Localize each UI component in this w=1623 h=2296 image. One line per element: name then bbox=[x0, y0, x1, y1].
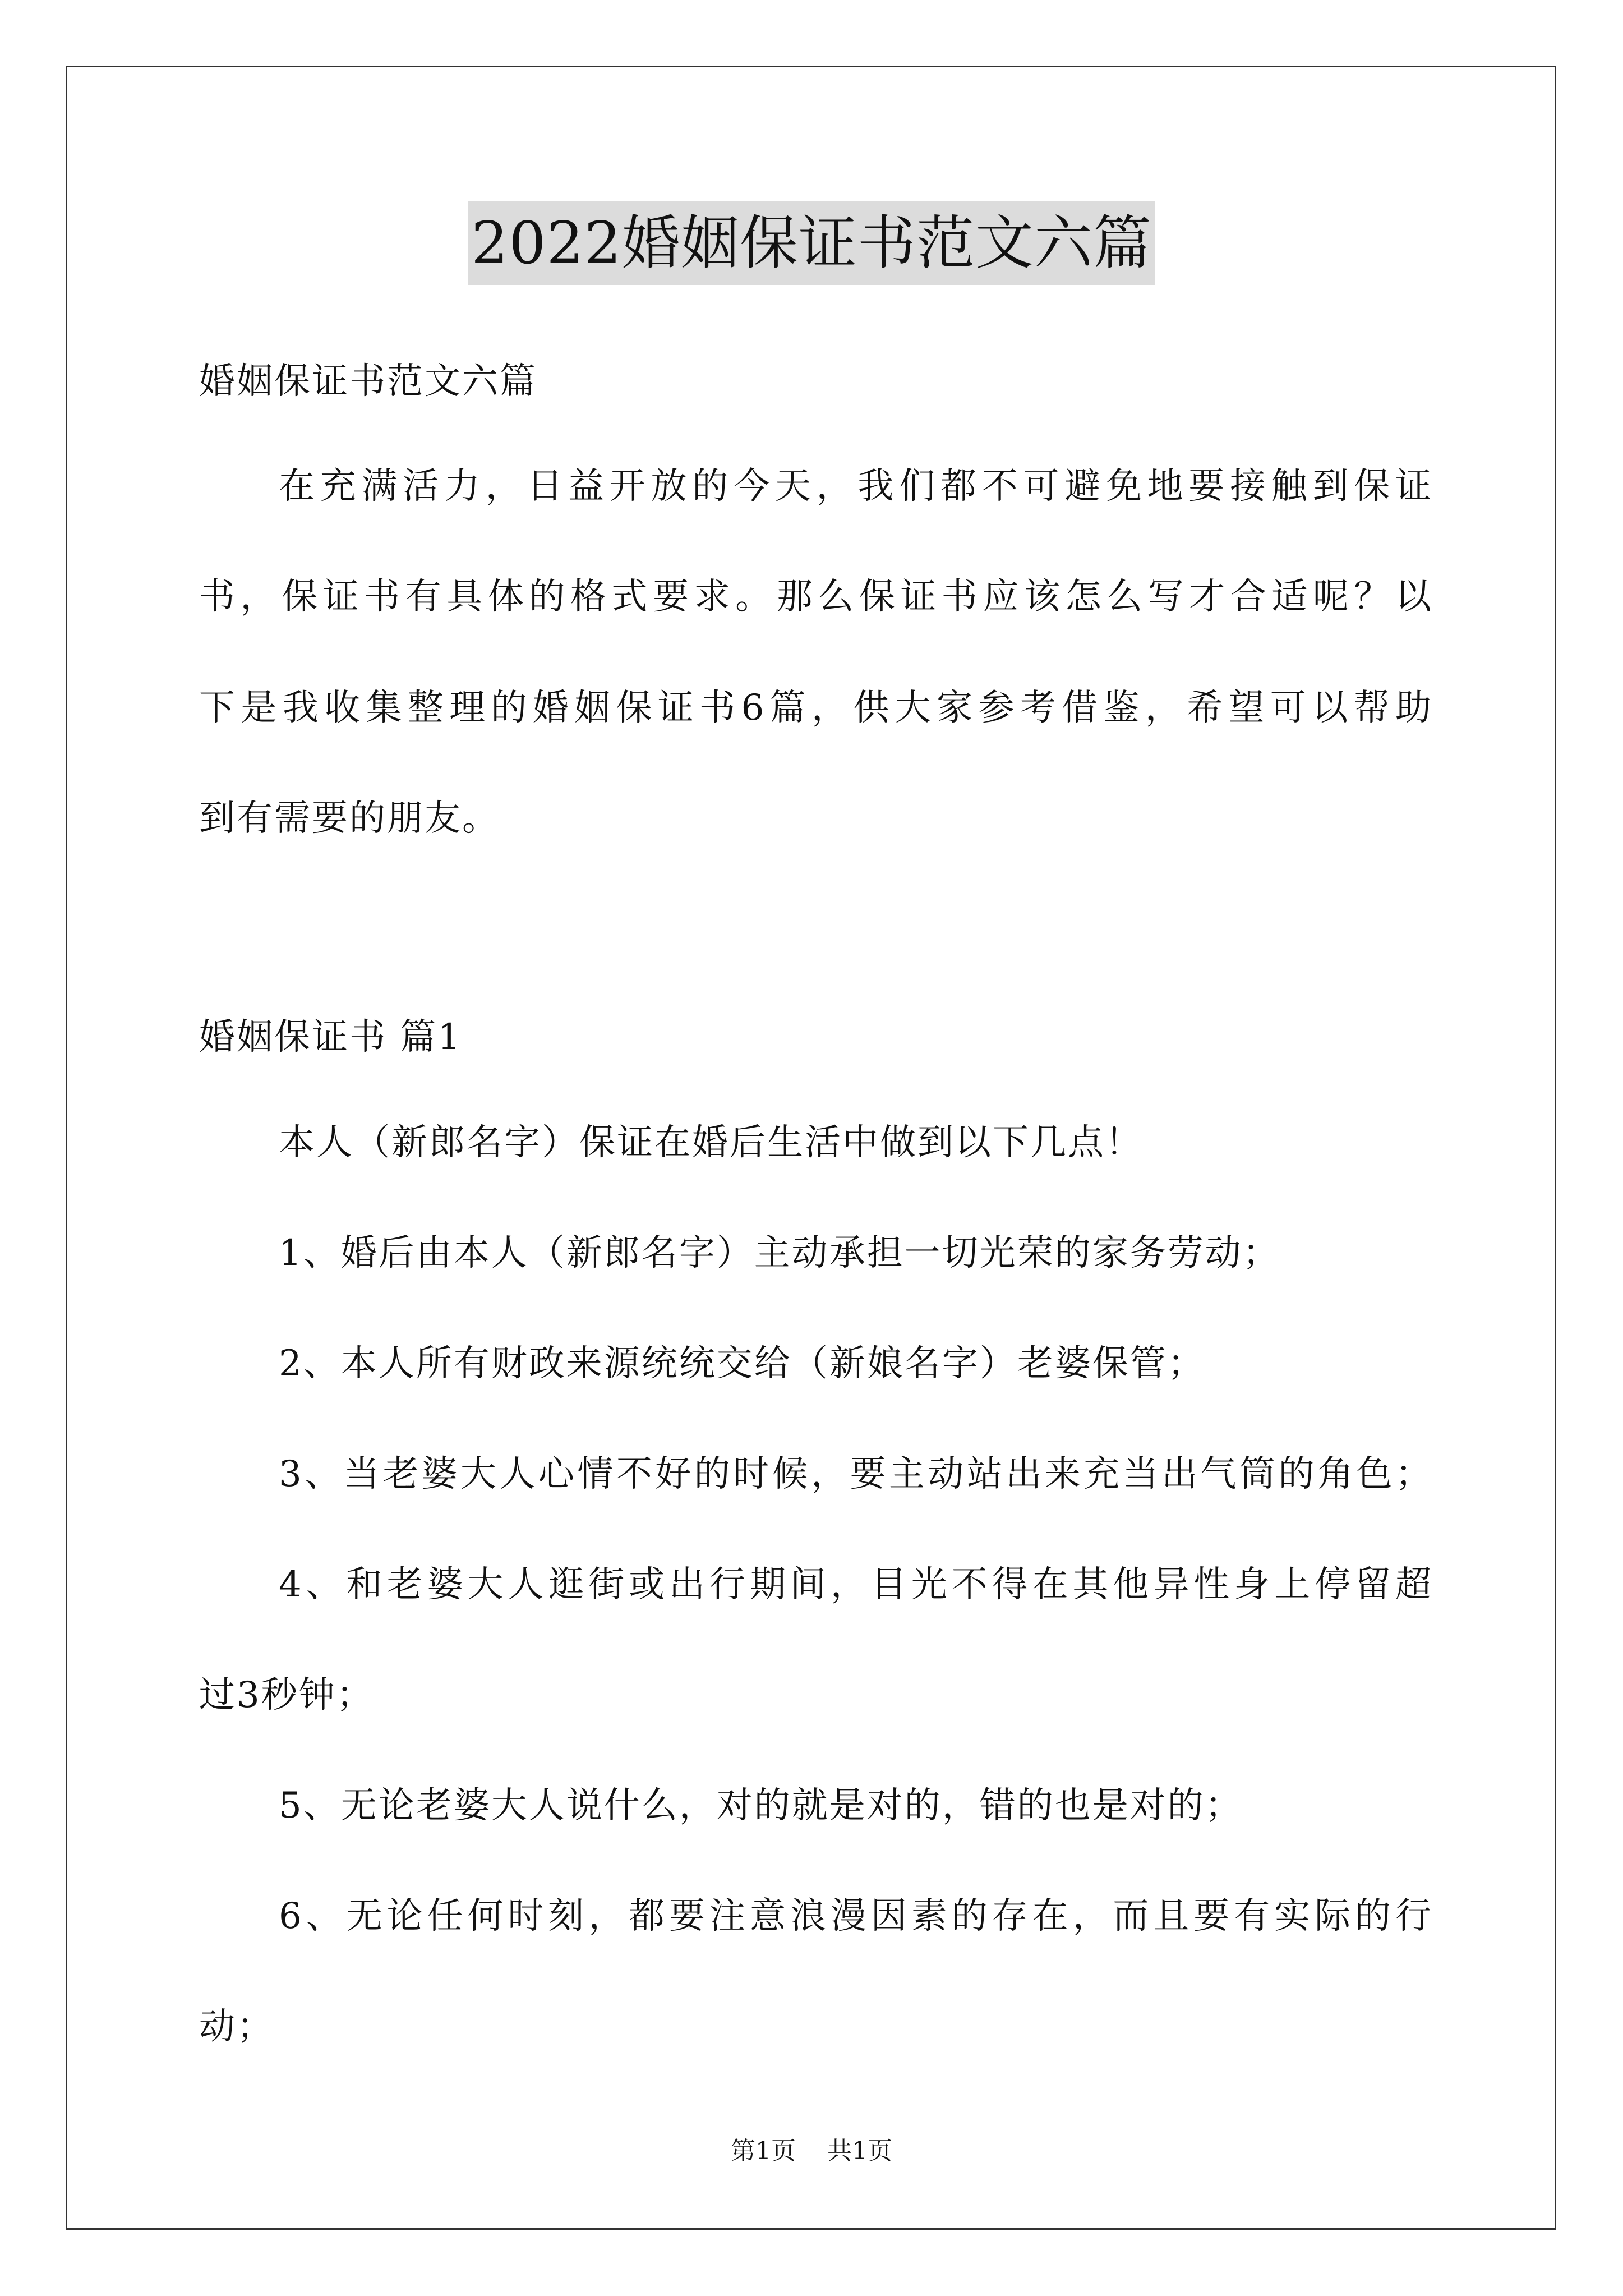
body-line: 动； bbox=[199, 2006, 274, 2047]
body-line: 2、本人所有财政来源统统交给（新娘名字）老婆保管； bbox=[279, 1343, 1205, 1384]
page-footer bbox=[0, 2134, 1623, 2168]
intro-line: 书，保证书有具体的格式要求。那么保证书应该怎么写才合适呢？以 bbox=[199, 576, 1433, 618]
title-container bbox=[0, 201, 1623, 285]
body-line: 本人（新郎名字）保证在婚后生活中做到以下几点！ bbox=[279, 1122, 1143, 1163]
intro-line: 到有需要的朋友。 bbox=[199, 798, 500, 839]
body-line: 5、无论老婆大人说什么，对的就是对的，错的也是对的； bbox=[279, 1785, 1243, 1826]
intro-line: 在充满活力，日益开放的今天，我们都不可避免地要接触到保证 bbox=[279, 466, 1433, 507]
body-line: 1、婚后由本人（新郎名字）主动承担一切光荣的家务劳动； bbox=[279, 1232, 1280, 1274]
intro-line: 下是我收集整理的婚姻保证书6篇，供大家参考借鉴，希望可以帮助 bbox=[199, 687, 1433, 729]
page-total: 共1页 bbox=[827, 2137, 892, 2165]
body-line: 4、和老婆大人逛街或出行期间，目光不得在其他异性身上停留超 bbox=[279, 1564, 1433, 1605]
body-line: 3、当老婆大人心情不好的时候，要主动站出来充当出气筒的角色； bbox=[279, 1453, 1433, 1495]
document-title: 2022婚姻保证书范文六篇 bbox=[468, 201, 1155, 285]
body-line: 6、无论任何时刻，都要注意浪漫因素的存在，而且要有实际的行 bbox=[279, 1895, 1433, 1937]
body-line: 过3秒钟； bbox=[199, 1674, 374, 1716]
page-number: 第1页 bbox=[731, 2137, 796, 2165]
section-heading: 婚姻保证书 篇1 bbox=[199, 1016, 463, 1058]
subtitle: 婚姻保证书范文六篇 bbox=[199, 361, 537, 402]
